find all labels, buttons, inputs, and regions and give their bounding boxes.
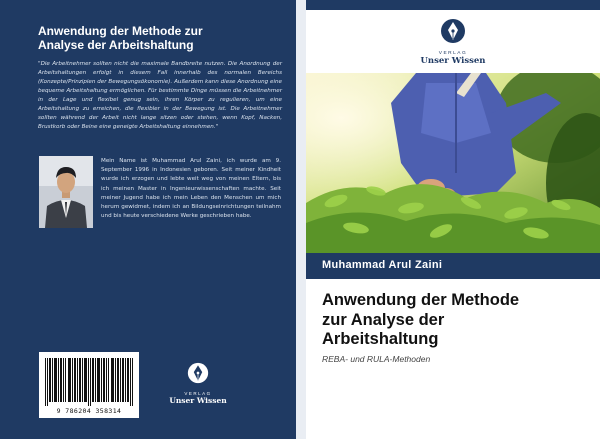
- back-title-line-1: Anwendung der Methode zur: [38, 24, 203, 38]
- front-publisher-logo: [418, 18, 488, 66]
- isbn-number: 9 786204 358314: [56, 407, 122, 415]
- barcode-bars: [45, 358, 133, 406]
- front-cover-subtitle: REBA- und RULA-Methoden: [322, 354, 431, 364]
- tea-picker-photo-illustration: [306, 73, 600, 253]
- front-title-line-3: Arbeitshaltung: [322, 330, 439, 348]
- front-cover-title: [322, 291, 592, 350]
- author-portrait-illustration: [39, 156, 93, 228]
- front-cover: [306, 0, 600, 439]
- author-photo: [39, 156, 93, 228]
- pen-nib-emblem-icon: [187, 362, 209, 384]
- back-cover-quote: "Die Arbeitnehmer sollten nicht die maximale Bandbreite nutzen. Die Anordnung der Arbeitshaltungen erfolgt in diesem Fall innerhalb des normalen Bereichs (Konzepte/Prinzipien der Bewegungsökonomie). Außerdem kann diese Anordnung eine bequeme Arbeitshaltung ermöglichen. Für bestimmte Dinge müssen die Arbeitnehmer in der Lage und flexibel genug sein, ihren Körper zu regulieren, um eine Arbeitshaltung zu erreichen, die flexibler in der Bewegung ist. Die Arbeitnehmer sollten während der Arbeit nicht lange sitzen oder stehen, wenn Kopf, Nacken, Brustkorb oder Beine eine geneigte Arbeitshaltung einnehmen.": [38, 61, 282, 130]
- barcode: [39, 352, 139, 418]
- back-title-line-2: Analyse der Arbeitshaltung: [38, 38, 194, 52]
- front-publisher-name: Unser Wissen: [420, 56, 486, 66]
- publisher-name: Unser Wissen: [169, 396, 227, 405]
- author-name: Muhammad Arul Zaini: [322, 259, 443, 271]
- author-bio: Mein Name ist Muhammad Arul Zaini, ich wurde am 9. September 1996 in Indonesien geboren. Seit meiner Kindheit wurde ich erzogen und lebte weit weg von meinen Eltern, bis ich meinen Master in Ingenieurwissenschaften machte. Seit meiner Jugend habe ich mein Leben den Menschen um mich herum gewidmet, indem ich an Bildungseinrichtungen teilnahm und bis heute verschiedene Werke geschrieben habe.: [101, 158, 281, 220]
- back-cover: [0, 0, 296, 439]
- front-publisher-verlag-label: VERLAG: [438, 51, 468, 56]
- spine: [296, 0, 306, 439]
- pen-nib-emblem-icon: [440, 18, 466, 44]
- front-top-bar: [306, 0, 600, 10]
- front-title-line-1: Anwendung der Methode: [322, 291, 520, 309]
- cover-photo: [306, 73, 600, 253]
- back-cover-title: [38, 24, 278, 52]
- publisher-verlag-label: VERLAG: [184, 391, 212, 396]
- author-band: [306, 253, 600, 279]
- front-title-line-2: zur Analyse der: [322, 310, 445, 329]
- back-publisher-logo: [168, 362, 228, 405]
